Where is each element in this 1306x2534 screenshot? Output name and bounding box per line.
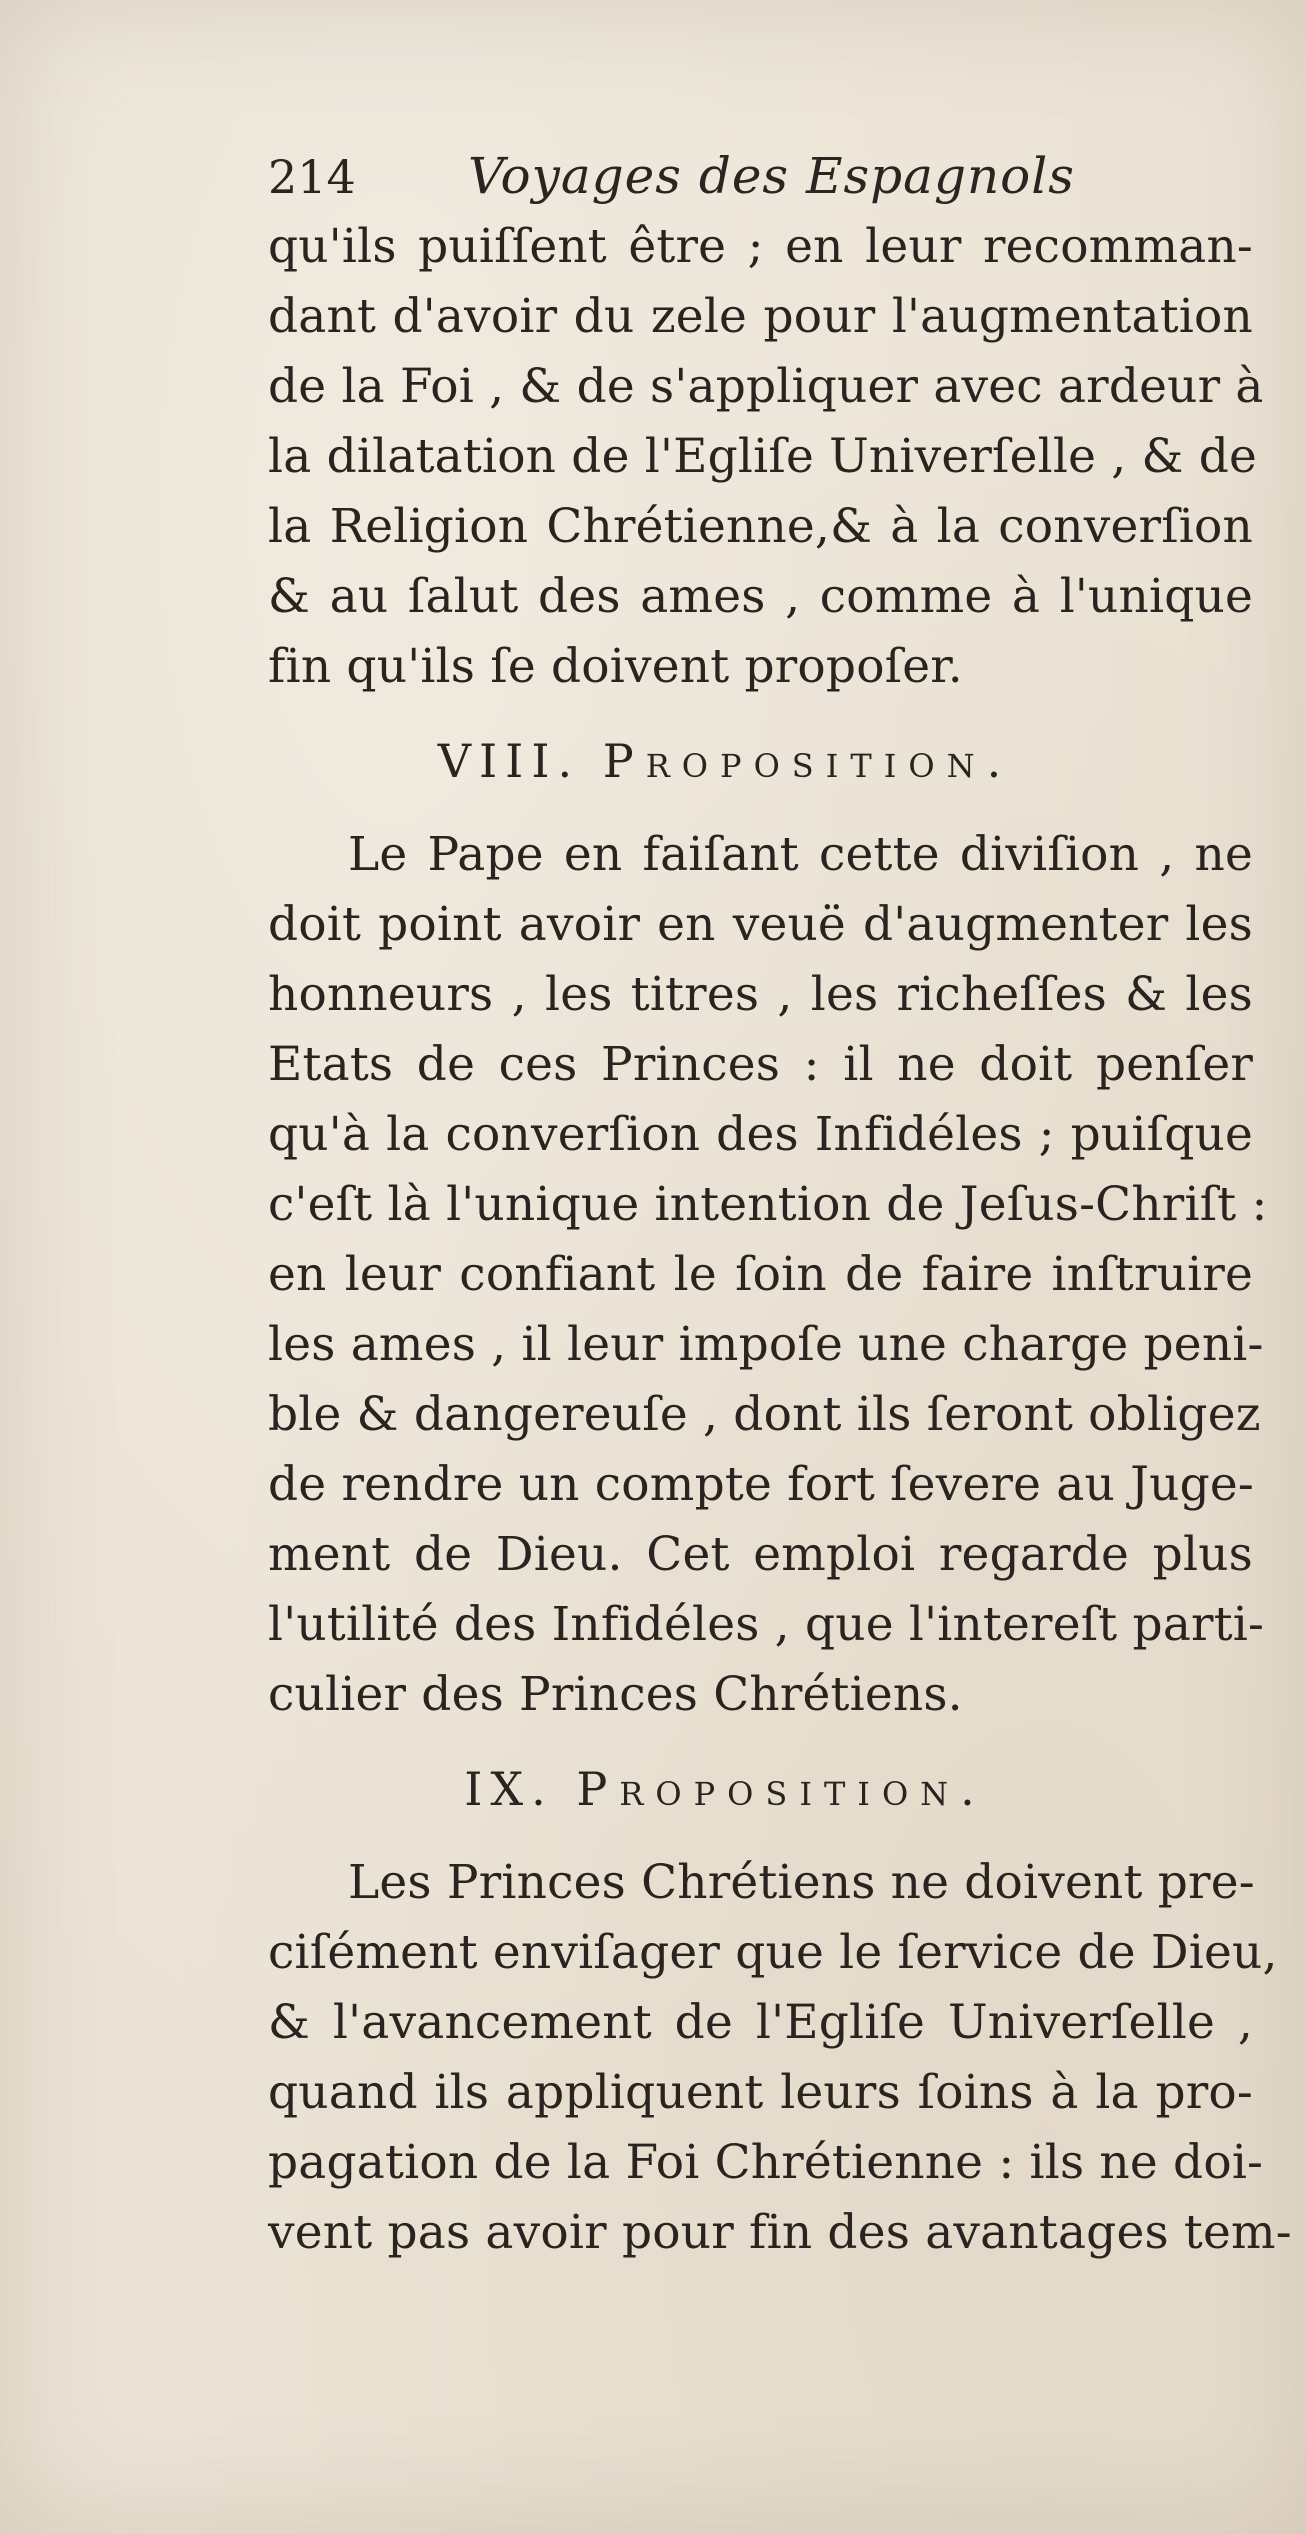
text-line: les ames , il leur impoſe une charge peni-: [268, 1317, 1264, 1372]
text-line: c'eſt là l'unique intention de Jeſus-Chriſt :: [268, 1177, 1268, 1232]
text-line: ble & dangereuſe , dont ils ſeront obligez: [268, 1387, 1261, 1442]
text-line: dant d'avoir du zele pour l'augmentation: [268, 289, 1253, 344]
running-title: Voyages des Espagnols: [468, 147, 1075, 205]
text-line: Les Princes Chrétiens ne doivent pre-: [348, 1855, 1255, 1910]
text-line: & l'avancement de l'Egliſe Univerſelle ,: [268, 1995, 1253, 2050]
text-line: de rendre un compte fort ſevere au Juge-: [268, 1457, 1255, 1512]
paragraph-ix: [268, 1848, 1292, 2268]
text-line: la Religion Chrétienne,& à la converſion: [268, 499, 1253, 554]
text-line: l'utilité des Infidéles , que l'intereſt parti-: [268, 1597, 1265, 1652]
text-line: Etats de ces Princes : il ne doit penſer: [268, 1037, 1253, 1092]
text-line: doit point avoir en veuë d'augmenter les: [268, 897, 1253, 952]
section-heading-viii: [268, 702, 1183, 820]
section-heading-ix: [268, 1730, 1183, 1848]
text-line: pagation de la Foi Chrétienne : ils ne doi-: [268, 2135, 1264, 2190]
text-line: en leur confiant le ſoin de faire inſtruire: [268, 1247, 1253, 1302]
text-line: qu'ils puiſſent être ; en leur recomman-: [268, 219, 1253, 274]
heading-word: Proposition.: [602, 734, 1014, 788]
running-head: [268, 140, 1253, 212]
text-line: la dilatation de l'Egliſe Univerſelle , & de: [268, 429, 1258, 484]
text-line: qu'à la converſion des Infidéles ; puiſque: [268, 1107, 1253, 1162]
heading-numeral: VIII.: [437, 734, 581, 788]
text-line: ment de Dieu. Cet emploi regarde plus: [268, 1527, 1253, 1582]
text-line: de la Foi , & de s'appliquer avec ardeur à: [268, 359, 1264, 414]
text-line: & au ſalut des ames , comme à l'unique: [268, 569, 1253, 624]
paragraph-viii: [268, 820, 1268, 1730]
heading-word: Proposition.: [576, 1762, 987, 1816]
text-line: culier des Princes Chrétiens.: [268, 1667, 963, 1722]
paragraph-continued: [268, 212, 1264, 702]
page-number: 214: [268, 150, 356, 204]
text-line: Le Pape en faiſant cette diviſion , ne: [348, 827, 1253, 882]
text-line: quand ils appliquent leurs ſoins à la pro-: [268, 2065, 1253, 2120]
text-line: honneurs , les titres , les richeſſes & les: [268, 967, 1253, 1022]
heading-numeral: IX.: [464, 1762, 554, 1816]
text-line: vent pas avoir pour fin des avantages tem-: [268, 2205, 1292, 2260]
text-line: ciſément enviſager que le ſervice de Dieu,: [268, 1925, 1278, 1980]
text-block: [268, 140, 1292, 2268]
text-line: fin qu'ils ſe doivent propoſer.: [268, 639, 963, 694]
